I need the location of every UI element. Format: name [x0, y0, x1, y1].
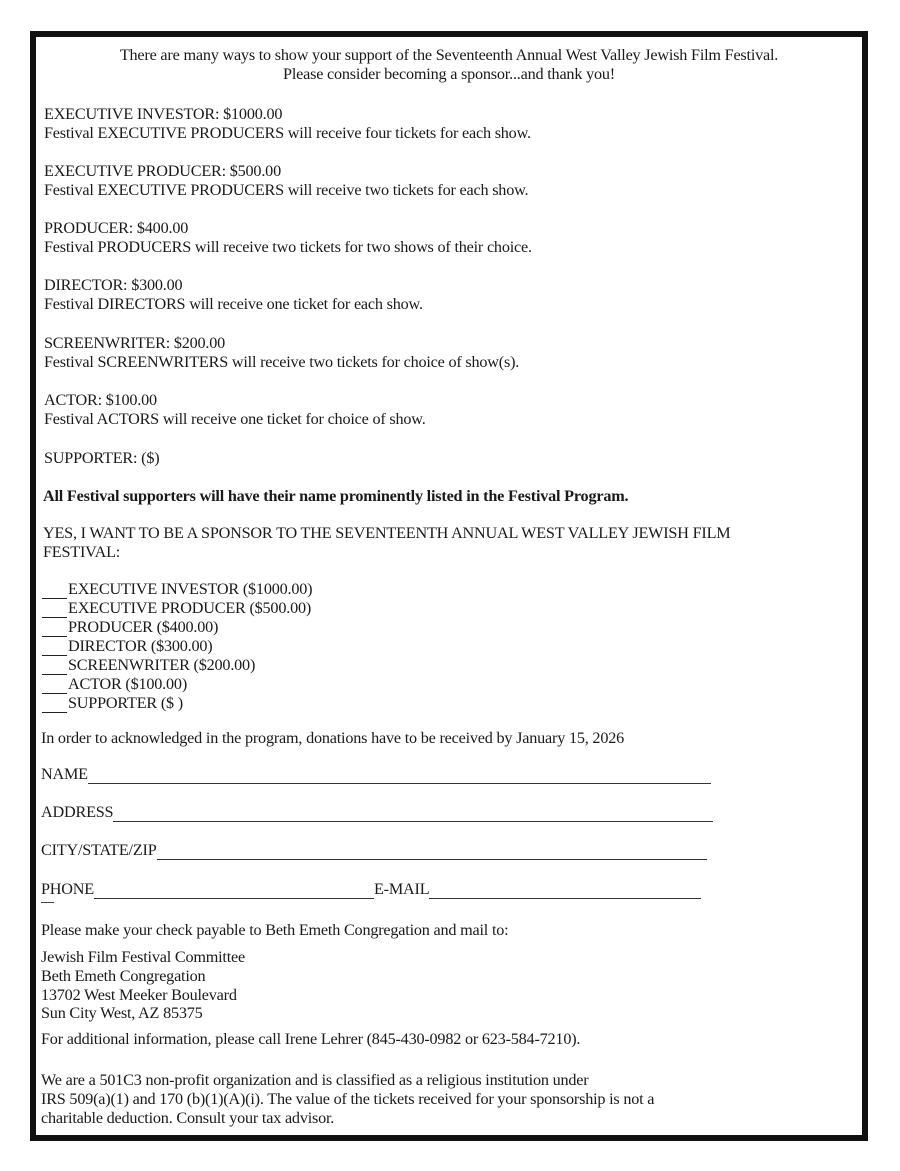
checklist-item-executive-producer[interactable]: [42, 599, 312, 618]
checklist-item-screenwriter[interactable]: [42, 656, 312, 675]
checklist-label: DIRECTOR ($300.00): [68, 637, 213, 655]
pledge-heading: [43, 524, 730, 562]
sponsorship-form-frame: [30, 31, 868, 1141]
tier-title: ACTOR: $100.00: [44, 391, 157, 409]
address-line-4: Sun City West, AZ 85375: [41, 1004, 203, 1023]
contact-note: For additional information, please call Irene Lehrer (845-430-0982 or 623-584-7210).: [41, 1030, 581, 1048]
checkbox-blank-line[interactable]: [42, 697, 67, 713]
name-label: NAME: [41, 765, 88, 783]
sponsor-checklist: [42, 580, 312, 713]
tax-note-line-2: IRS 509(a)(1) and 170 (b)(1)(A)(i). The value of the tickets received for your sponsorship is not a: [41, 1090, 655, 1108]
checkbox-blank-line[interactable]: [42, 602, 67, 618]
checklist-label: PRODUCER ($400.00): [68, 618, 219, 636]
tier-title: SCREENWRITER: $200.00: [44, 334, 226, 352]
address-label: ADDRESS: [41, 803, 114, 821]
checklist-label: EXECUTIVE PRODUCER ($500.00): [68, 599, 312, 617]
intro-line-2: Please consider becoming a sponsor...and thank you!: [283, 65, 615, 83]
checklist-item-director[interactable]: [42, 637, 312, 656]
payment-note: Please make your check payable to Beth Emeth Congregation and mail to:: [41, 921, 509, 939]
phone-input-line[interactable]: [94, 883, 374, 899]
tier-title: EXECUTIVE INVESTOR: $1000.00: [44, 105, 283, 123]
tier-director: [44, 276, 423, 314]
checkbox-blank-line[interactable]: [42, 640, 67, 656]
tier-title: DIRECTOR: $300.00: [44, 276, 183, 294]
name-input-line[interactable]: [88, 768, 711, 784]
checklist-label: SUPPORTER ($ ): [68, 694, 183, 712]
checkbox-blank-line[interactable]: [42, 678, 67, 694]
pledge-heading-line-2: FESTIVAL:: [43, 543, 121, 561]
checklist-label: ACTOR ($100.00): [68, 675, 188, 693]
address-line-2: Beth Emeth Congregation: [41, 966, 206, 985]
checklist-label: SCREENWRITER ($200.00): [68, 656, 256, 674]
tier-executive-investor: [44, 105, 531, 143]
checklist-item-executive-investor[interactable]: [42, 580, 312, 599]
tier-description: Festival EXECUTIVE PRODUCERS will receive two tickets for each show.: [44, 181, 529, 199]
checkbox-blank-line[interactable]: [42, 621, 67, 637]
address-input-line[interactable]: [113, 806, 713, 822]
pledge-heading-line-1: YES, I WANT TO BE A SPONSOR TO THE SEVENTEENTH ANNUAL WEST VALLEY JEWISH FILM: [43, 524, 731, 542]
city-state-zip-input-line[interactable]: [157, 844, 707, 860]
email-label: E-MAIL: [373, 880, 430, 898]
city-state-zip-field: [41, 838, 731, 860]
form-content: [41, 37, 854, 1127]
tier-screenwriter: [44, 334, 519, 372]
address-field: [41, 800, 731, 822]
checklist-item-supporter[interactable]: [42, 694, 312, 713]
checklist-item-actor[interactable]: [42, 675, 312, 694]
address-line-1: Jewish Film Festival Committee: [41, 948, 245, 966]
tier-description: Festival DIRECTORS will receive one ticket for each show.: [44, 295, 423, 313]
city-state-zip-label: CITY/STATE/ZIP: [41, 841, 157, 859]
checklist-item-producer[interactable]: [42, 618, 312, 637]
tier-supporter: [44, 449, 159, 468]
program-listing-note: All Festival supporters will have their name prominently listed in the Festival Program.: [43, 487, 629, 505]
intro-text: [44, 46, 854, 84]
mailing-address: [41, 948, 245, 1023]
phone-email-row: [41, 877, 731, 903]
deadline-note: In order to acknowledged in the program, donations have to be received by January 15, 2026: [41, 729, 625, 747]
tier-title: SUPPORTER: ($): [44, 449, 160, 467]
tax-note-line-3: charitable deduction. Consult your tax advisor.: [41, 1109, 335, 1127]
tier-producer: [44, 219, 532, 257]
tax-disclaimer: [41, 1071, 654, 1128]
checkbox-blank-line[interactable]: [42, 659, 67, 675]
tier-description: Festival ACTORS will receive one ticket for choice of show.: [44, 410, 426, 428]
tier-description: Festival SCREENWRITERS will receive two tickets for choice of show(s).: [44, 353, 520, 371]
tier-executive-producer: [44, 162, 528, 200]
stray-underline: [41, 902, 54, 903]
tier-title: PRODUCER: $400.00: [44, 219, 189, 237]
email-input-line[interactable]: [429, 883, 701, 899]
tier-title: EXECUTIVE PRODUCER: $500.00: [44, 162, 281, 180]
checkbox-blank-line[interactable]: [42, 583, 67, 599]
tax-note-line-1: We are a 501C3 non-profit organization and is classified as a religious institution under: [41, 1071, 589, 1089]
phone-label: PHONE: [41, 880, 94, 898]
name-field: [41, 762, 731, 784]
address-line-3: 13702 West Meeker Boulevard: [41, 985, 237, 1004]
tier-actor: [44, 391, 426, 429]
tier-description: Festival EXECUTIVE PRODUCERS will receive four tickets for each show.: [44, 124, 531, 142]
intro-line-1: There are many ways to show your support of the Seventeenth Annual West Valley Jewish Film Festival.: [119, 46, 779, 64]
checklist-label: EXECUTIVE INVESTOR ($1000.00): [68, 580, 313, 598]
tier-description: Festival PRODUCERS will receive two tickets for two shows of their choice.: [44, 238, 532, 256]
